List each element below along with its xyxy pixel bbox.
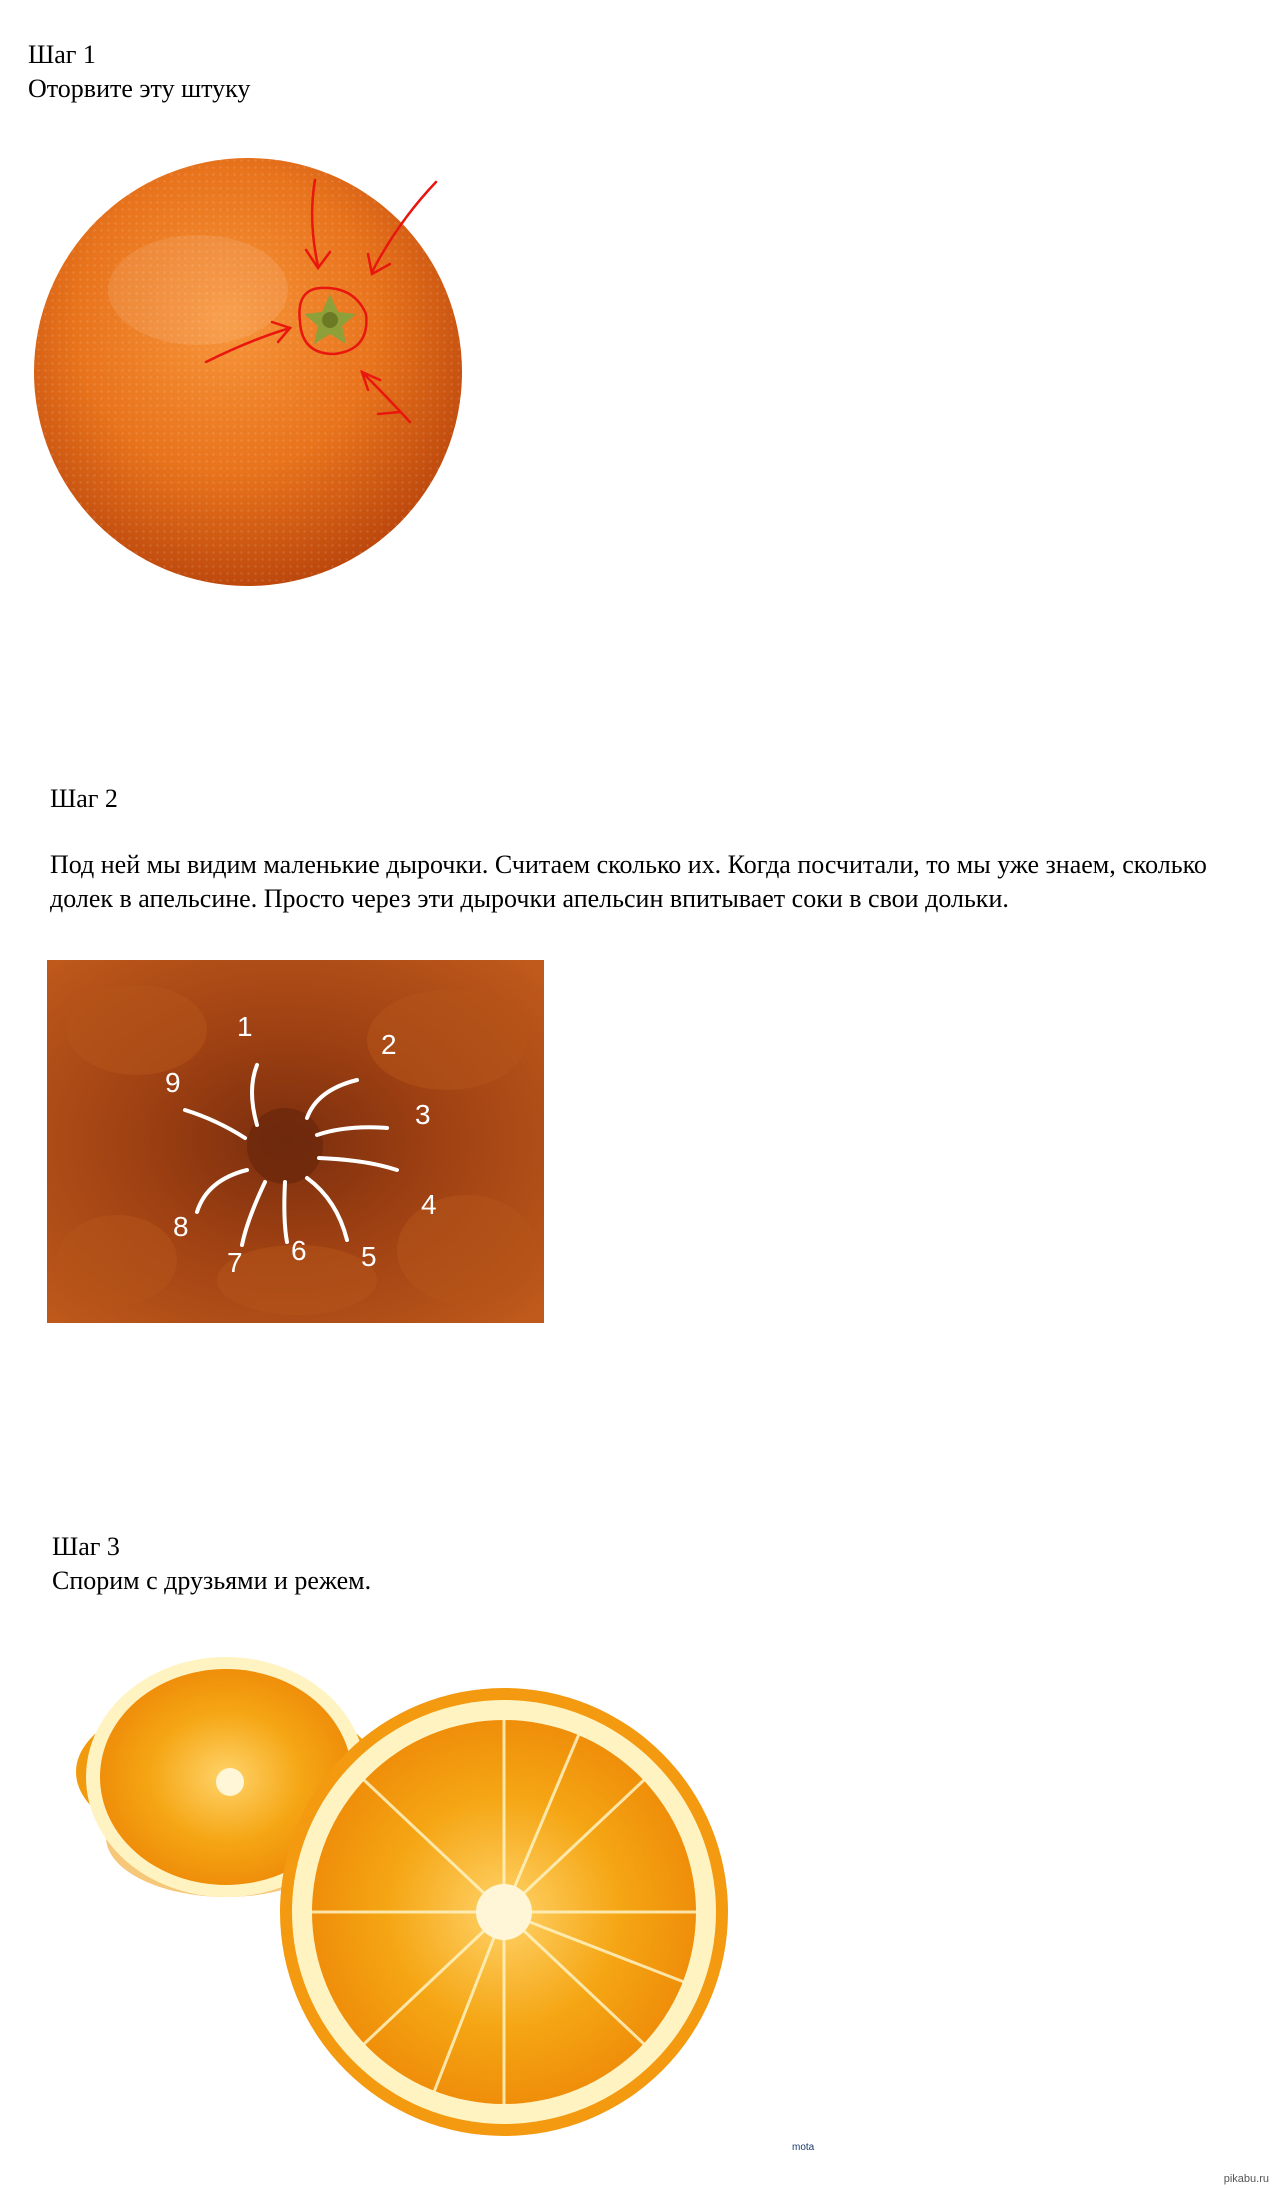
step3-text: Спорим с друзьями и режем. [52,1566,372,1595]
step1-heading: Шаг 1 [28,40,96,69]
hole-label: 2 [381,1029,397,1060]
hole-label: 9 [165,1067,181,1098]
step2-heading: Шаг 2 [50,784,118,813]
step1-text: Оторвите эту штуку [28,74,251,103]
mota-stamp: mota [792,2142,815,2153]
step2-text: Под ней мы видим маленькие дырочки. Считаем сколько их. Когда посчитали, то мы уже знаем, сколько долек в апельсине. Просто через эти дырочки апельсин впитывает соки в свои дольки. [50,850,1207,913]
hole-label: 7 [227,1247,243,1278]
orange-half-large [280,1688,728,2136]
hole-label: 5 [361,1241,377,1272]
step3-cut-orange-image [44,1622,824,2160]
hole-label: 1 [237,1011,253,1042]
pikabu-watermark: pikabu.ru [1223,2173,1269,2185]
hole-label: 6 [291,1235,307,1266]
hole-label: 8 [173,1211,189,1242]
step3-heading: Шаг 3 [52,1532,120,1561]
step1-orange-image [28,150,468,590]
step2-closeup-image [47,960,544,1323]
hole-label: 4 [421,1189,437,1220]
hole-label: 3 [415,1099,431,1130]
